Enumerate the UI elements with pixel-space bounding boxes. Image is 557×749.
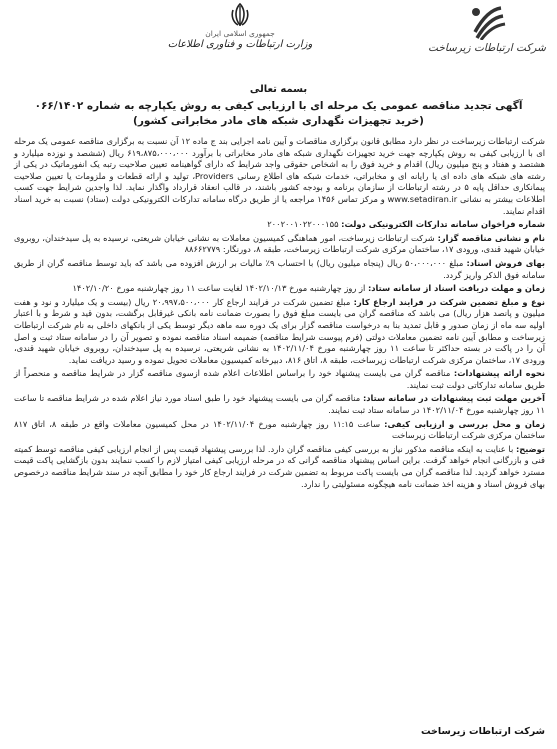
header xyxy=(0,0,557,64)
section-label: نحوه ارائه پیشنهادات: xyxy=(453,368,545,379)
notice-title: آگهی تجدید مناقصه عمومی یک مرحله ای با ارزیابی کیفی به روش یکپارچه به شماره ۰۶۶/۱۴۰۲ xyxy=(34,100,523,112)
section-label: شماره فراخوان سامانه تدارکات الکترونیکی دولت: xyxy=(341,219,545,230)
section-text: با عنایت به اینکه مناقصه مذکور نیاز به بررسی کیفی مناقصه گران دارد. لذا بررسی پیشنهاد قیمت پس از انجام ارزیابی کیفی مناقصه توسط کمیته فنی و بازرگانی انجام خواهد گرفت. براین اساس پیشنهاد مناقصه گرانی که در مرحله ارزیابی کیفی امتیاز لازم را کسب ننمایند بدون بازگشایی پاکت قیمت مسترد خواهد گردید. لذا مناقصه گران می بایست پاکت مربوط به تضمین شرکت در فرایند ارجاع کار خود را مطابق آنچه در سند شرایط مناقصه درخصوص بهای فروش اسناد و هزینه اخذ ضمانت نامه هیچگونه مسئولیتی را ندارد. xyxy=(14,443,545,489)
section-text: ۲۰۰۲۰۰۱۰۲۲۰۰۰۱۵۵ xyxy=(267,219,339,230)
section-document-deadline xyxy=(14,283,545,295)
section-submission-method xyxy=(14,368,545,391)
company-name: شرکت ارتباطات زیرساخت xyxy=(428,42,546,54)
iran-emblem-icon xyxy=(228,2,252,28)
section-note xyxy=(14,444,545,490)
republic-label: جمهوری اسلامی ایران xyxy=(205,29,275,38)
section-label: بهای فروش اسناد: xyxy=(466,257,546,268)
section-label: نام و نشانی مناقصه گزار: xyxy=(437,232,545,243)
signature: شرکت ارتباطات زیرساخت xyxy=(420,726,545,737)
section-label: زمان و محل بررسی و ارزیابی کیفی: xyxy=(384,418,545,429)
section-label: نوع و مبلغ تضمین شرکت در فرایند ارجاع کار: xyxy=(353,296,546,307)
ministry-emblem xyxy=(140,2,340,62)
section-text: مبلغ تضمین شرکت در فرایند ارجاع کار ۲۰،۹۹۷،۵۰۰،۰۰۰ ریال (بیست و یک میلیارد و نود و هفت میلیون و پانصد هزار ریال) می باشد که مناقصه گران می بایست مبلغ فوق را بصورت ضمانت نامه بانکی غیرقابل برگشت، بدون قید و شرط و با اعتبار اولیه سه ماه از زمان صدور و قابل تمدید بنا به درخواست مناقصه گزار برای یک دوره سه ماهه دیگر توسط یکی از بانکهای داخلی به نام شرکت ارتباطات زیرساخت و مطابق آیین نامه تضمین معاملات دولتی (فرم پیوست شرایط مناقصه) ضمیمه اسناد مناقصه نموده و تصویر آن را در سامانه ستاد ثبت و اصل آن را در پاکت در بسته حداکثر تا ساعت ۱۱ روز چهارشنبه مورخ ۱۴۰۲/۱۱/۰۴ به نشانی شریعتی، نرسیده به پل سیدخندان، روبروی خیابان شهید قندی، ورودی ۱۷، ساختمان مرکزی شرکت ارتباطات زیرساخت، طبقه ۸، اتاق ۸۱۶، دبیرخانه کمیسیون معاملات تحویل نموده و رسید دریافت نماید. xyxy=(14,296,545,365)
section-text: از روز چهارشنبه مورخ ۱۴۰۲/۱۰/۱۳ لغایت ساعت ۱۱ روز چهارشنبه مورخ ۱۴۰۲/۱۰/۲۰ xyxy=(72,283,366,294)
section-submission-deadline xyxy=(14,393,545,416)
section-label: آخرین مهلت ثبت پیشنهادات در سامانه ستاد: xyxy=(362,393,546,404)
section-document-price xyxy=(14,258,545,281)
section-text: مناقصه گران می بایست پیشنهاد خود را براساس اطلاعات اعلام شده ازسوی مناقصه گزار در شرایط مناقصه و منحصراً از طریق سامانه تدارکاتی دولت ثبت نمایند. xyxy=(14,368,545,390)
section-text: شرکت ارتباطات زیرساخت، امور هماهنگی کمیسیون معاملات به نشانی خیابان شریعتی، نرسیده به پل سیدخندان، روبروی خیابان شهید قندی، ورودی ۱۷، ساختمان مرکزی شرکت ارتباطات زیرساخت، طبقه ۸، دورنگار: ۸۸۶۶۲۷۷۹ xyxy=(14,232,545,255)
company-logo xyxy=(427,2,547,60)
section-guarantee xyxy=(14,297,545,367)
section-tender-number xyxy=(14,219,545,231)
section-tenderer xyxy=(14,233,545,256)
section-label: زمان و مهلت دریافت اسناد از سامانه ستاد: xyxy=(367,283,545,294)
bismillah: بسمه تعالی xyxy=(249,84,308,95)
notice-body xyxy=(14,136,545,492)
intro-paragraph: شرکت ارتباطات زیرساخت در نظر دارد مطابق قانون برگزاری مناقصات و آیین نامه اجرایی بند ج ماده ۱۲ آن نسبت به برگزاری مناقصه عمومی یک مرحله ای با ارزیابی کیفی به روش یکپارچه جهت خرید تجهیزات نگهداری شبکه های مادر مخابراتی با برآورد ۶۱۹،۸۷۵،۰۰۰،۰۰۰ ریال (ششصد و نوزده میلیارد و هشتصد و هفتاد و پنج میلیون ریال) اقدام و خرید فوق را به اشخاص حقوقی واجد شرایط که دارای گواهینامه تعیین صلاحیت رتبه یک انفورماتیک در یکی از رشته های شبکه های داده ای یا رایانه ای و مخابراتی، خدمات شبکه های اطلاع رسانی Providers، تولید و ارائه قطعات و ملزومات یا تعیین صلاحیت پیمانکاری حداقل پایه ۵ در رشته ارتباطات از سازمان برنامه و بودجه کشور باشند، در قالب انعقاد قرارداد واگذار نماید. لذا واجدین شرایط جهت کسب اطلاعات بیشتر به نشانی www.setadiran.ir و مرکز تماس ۱۴۵۶ مراجعه یا از طریق درگاه سامانه تدارکات الکترونیکی دولت (ستاد) نسبت به خرید اسناد اقدام نمایند. xyxy=(14,136,546,216)
section-text: مبلغ ۵۰،۰۰۰،۰۰۰ ریال (پنجاه میلیون ریال) با احتساب ۹٪ مالیات بر ارزش افزوده می باشد که باید توسط مناقصه گران از طریق سامانه فوق الذکر واریز گردد. xyxy=(14,257,545,280)
section-text: ساعت ۱۱:۱۵ روز چهارشنبه مورخ ۱۴۰۲/۱۱/۰۴ در محل کمیسیون معاملات واقع در طبقه ۸، اتاق ۸۱۷ ساختمان مرکزی شرکت ارتباطات زیرساخت xyxy=(14,418,545,441)
ministry-label: وزارت ارتباطات و فناوری اطلاعات xyxy=(167,39,313,50)
section-text: مناقصه گران می بایست پیشنهاد خود را طبق اسناد مورد نیاز اعلام شده در شرایط مناقصه تا ساعت ۱۱ روز چهارشنبه مورخ ۱۴۰۲/۱۱/۰۴ در سامانه ستاد ثبت نمایند. xyxy=(14,393,545,416)
section-label: توضیح: xyxy=(515,443,545,454)
company-logo-icon xyxy=(467,2,507,40)
section-evaluation xyxy=(14,419,545,442)
notice-subtitle: (خرید تجهیزات نگهداری شبکه های مادر مخابراتی کشور) xyxy=(133,115,424,127)
